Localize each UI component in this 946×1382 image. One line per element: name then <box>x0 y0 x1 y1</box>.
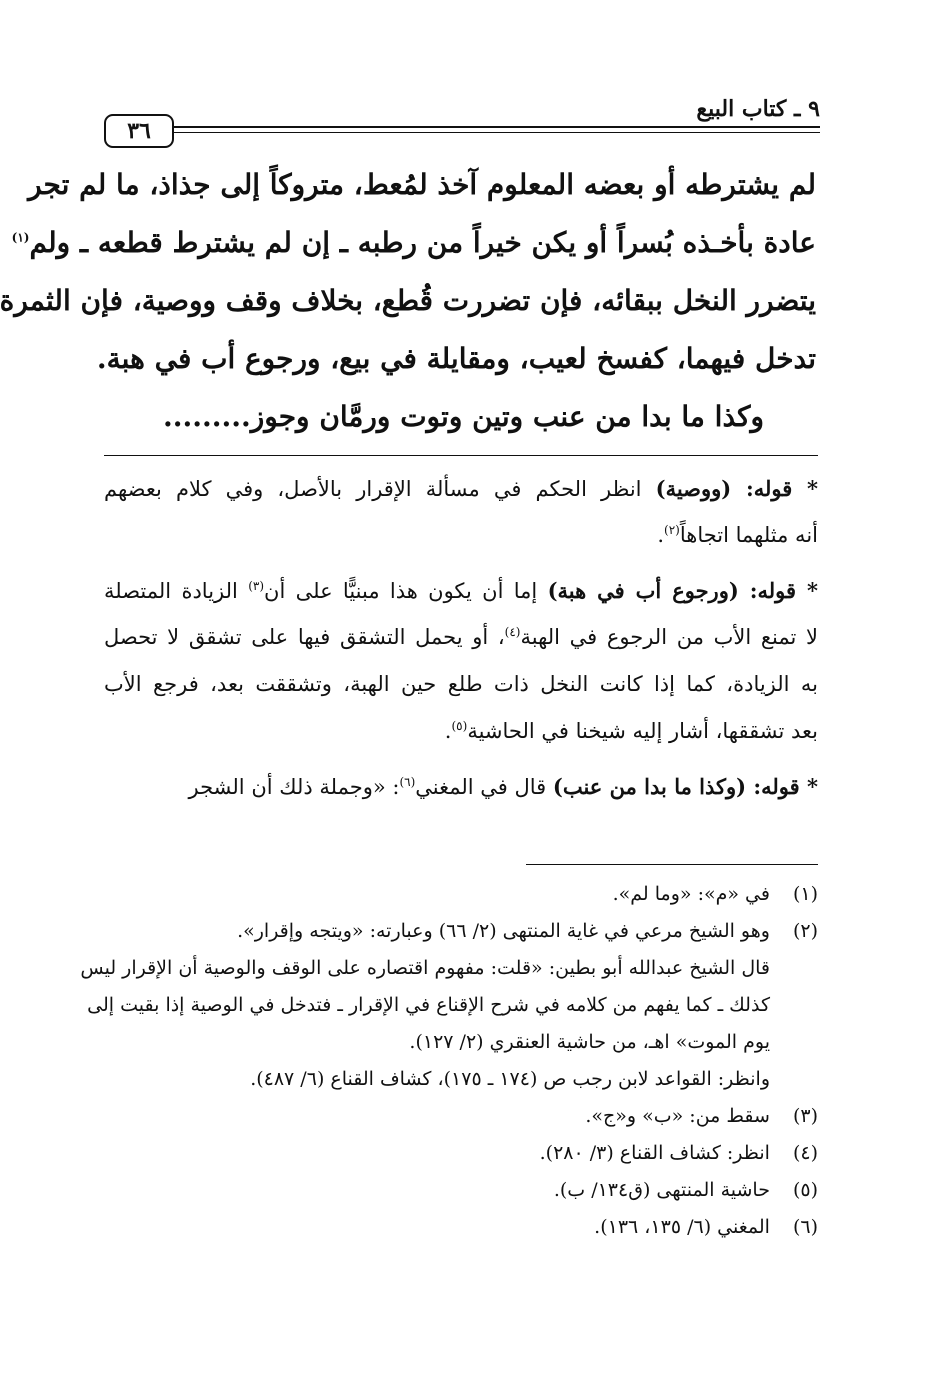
footnote-6: (٦) المغني (٦/ ١٣٥، ١٣٦). <box>594 1216 818 1238</box>
comment-1-lead: * قوله: (ووصية) <box>655 476 818 501</box>
comment-3: * قوله: (وكذا ما بدا من عنب) قال في المغني$^{(٦)}$: «وجملة ذلك أن الشجر <box>188 774 818 799</box>
footnote-ref-1: (١) <box>11 230 30 245</box>
footnote-ref-5: (٥) <box>451 719 468 733</box>
footnote-3: (٣) سقط من: «ب» و«ج». <box>585 1105 818 1127</box>
comment-1: * قوله: (ووصية) انظر الحكم في مسألة الإقرار بالأصل، وفي كلام بعضهم أنه مثلهما اتجاهاً$^{(٢)}$. <box>104 476 818 547</box>
ellipsis-dots: ......... <box>163 400 251 433</box>
footnotes <box>80 876 818 1246</box>
comment-3-lead: * قوله: (وكذا ما بدا من عنب) <box>552 774 818 799</box>
footnote-2: (٢) وهو الشيخ مرعي في غاية المنتهى (٢/ ٦٦) وعبارته: «ويتجه وإقرار». <box>237 920 818 942</box>
main-line-3: يتضرر النخل ببقائه، فإن تضررت قُطع، بخلاف وقف ووصية، فإن الثمرة <box>0 284 816 317</box>
header-rule <box>104 126 820 128</box>
main-line-5: وكذا ما بدا من عنب وتين وتوت ورمَّان وجوز......... <box>163 400 764 433</box>
footnote-ref-2: (٢) <box>664 523 680 537</box>
main-line-2: عادة بأخـذه بُسراً أو يكن خيراً من رطبه ـ إن لم يشترط قطعه ـ ولم$^{(١)}$ <box>11 226 816 259</box>
footnote-2-line-3: كذلك ـ كما يفهم من كلامه في شرح الإقناع في الإقرار ـ فتدخل في الوصية إذا بقيت إلى <box>87 994 770 1016</box>
comment-2: * قوله: (ورجوع أب في هبة) إما أن يكون هذا مبنيًّا على أن$^{(٣)}$ الزيادة المتصلة لا تمنع الأب من الرجوع في الهبة$^{(٤)}$، أو يحمل التشقق فيها على تشقق لا تحصل به الزيادة، كما إذا كانت النخل ذات طلع حين الهبة، وتشققت بعد، فرجع الأب بعد تشققها، أشار إليه شيخنا في الحاشية$^{(٥)}$. <box>104 578 819 743</box>
footnote-ref-6: (٦) <box>399 775 416 789</box>
footnote-5: (٥) حاشية المنتهى (ق١٣٤/ ب). <box>553 1179 818 1201</box>
running-title: ٩ ـ كتاب البيع <box>696 96 820 122</box>
comment-2-lead: * قوله: (ورجوع أب في هبة) <box>547 578 818 603</box>
main-text <box>0 156 816 446</box>
footnote-2-line-5: وانظر: القواعد لابن رجب ص (١٧٤ ـ ١٧٥)، كشاف القناع (٦/ ٤٨٧). <box>250 1068 770 1090</box>
commentary <box>104 465 818 818</box>
page-header <box>104 88 820 148</box>
page-number: ٣٦ <box>104 114 174 148</box>
footnote-2-line-4: يوم الموت» اهـ، من حاشية العنقري (٢/ ١٢٧). <box>409 1031 770 1053</box>
text-commentary-divider <box>104 455 818 456</box>
footnote-ref-3: (٣) <box>248 579 265 593</box>
footnote-1: (١) في «م»: «وما لم». <box>612 883 818 905</box>
footnote-2-line-2: قال الشيخ عبدالله أبو بطين: «قلت: مفهوم اقتصاره على الوقف والوصية أن الإقرار ليس <box>80 957 770 979</box>
header-rule-thin <box>104 132 820 133</box>
main-line-1: لم يشترطه أو بعضه المعلوم آخذ لمُعط، متروكاً إلى جذاذ، ما لم تجر <box>28 168 816 201</box>
footnote-separator <box>526 864 818 865</box>
footnote-ref-4: (٤) <box>504 625 521 639</box>
footnote-4: (٤) انظر: كشاف القناع (٣/ ٢٨٠). <box>539 1142 818 1164</box>
main-line-4: تدخل فيهما، كفسخ لعيب، ومقايلة في بيع، ورجوع أب في هبة. <box>96 342 816 375</box>
